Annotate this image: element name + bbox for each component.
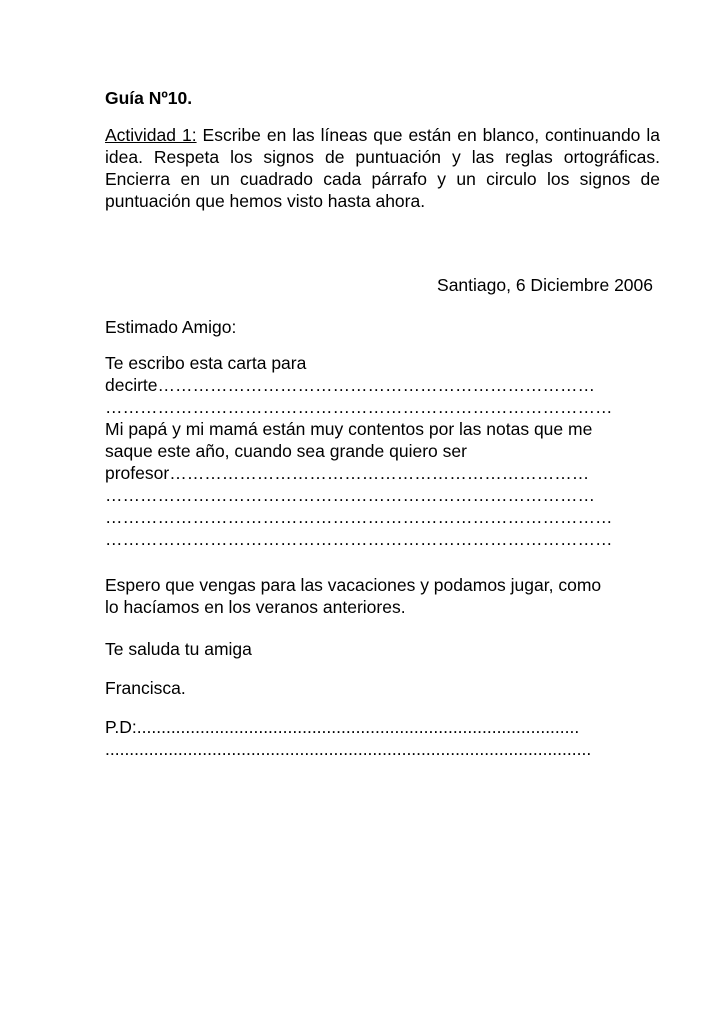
letter-closing xyxy=(105,574,660,618)
activity-text: Escribe en las líneas que están en blanco, continuando la idea. Respeta los signos de puntuación y las reglas ortográficas. Encierra en un cuadrado cada párrafo y un circulo los signos de puntuación que hemos visto hasta ahora. xyxy=(105,125,660,211)
letter-line: Te escribo esta carta para xyxy=(105,353,307,373)
letter-line: decirte………………………………………………………………… xyxy=(105,375,596,395)
postscript xyxy=(105,716,660,760)
postscript-line: .................................................................................................... xyxy=(105,739,592,759)
letter-greeting: Estimado Amigo: xyxy=(105,317,237,337)
letter-line: Mi papá y mi mamá están muy contentos por las notas que me xyxy=(105,419,593,439)
activity-instructions xyxy=(105,124,660,212)
letter-line: …………………………………………………………………………… xyxy=(105,529,613,549)
letter-line: …………………………………………………………………………… xyxy=(105,397,613,417)
letter-line: ………………………………………………………………………… xyxy=(105,485,595,505)
letter-date: Santiago, 6 Diciembre 2006 xyxy=(437,275,653,295)
activity-label: Actividad 1: xyxy=(105,125,197,145)
letter-signature: Francisca. xyxy=(105,678,186,698)
page-title: Guía Nº10. xyxy=(105,88,193,108)
letter-line: profesor……………………………………………………………… xyxy=(105,463,590,483)
letter-line: …………………………………………………………………………… xyxy=(105,507,613,527)
letter-body xyxy=(105,352,660,550)
closing-line: lo hacíamos en los veranos anteriores. xyxy=(105,597,406,617)
letter-line: saque este año, cuando sea grande quiero ser xyxy=(105,441,467,461)
closing-line: Espero que vengas para las vacaciones y podamos jugar, como xyxy=(105,575,602,595)
letter-farewell: Te saluda tu amiga xyxy=(105,639,252,659)
postscript-line: P.D:........................................................................................... xyxy=(105,717,580,737)
